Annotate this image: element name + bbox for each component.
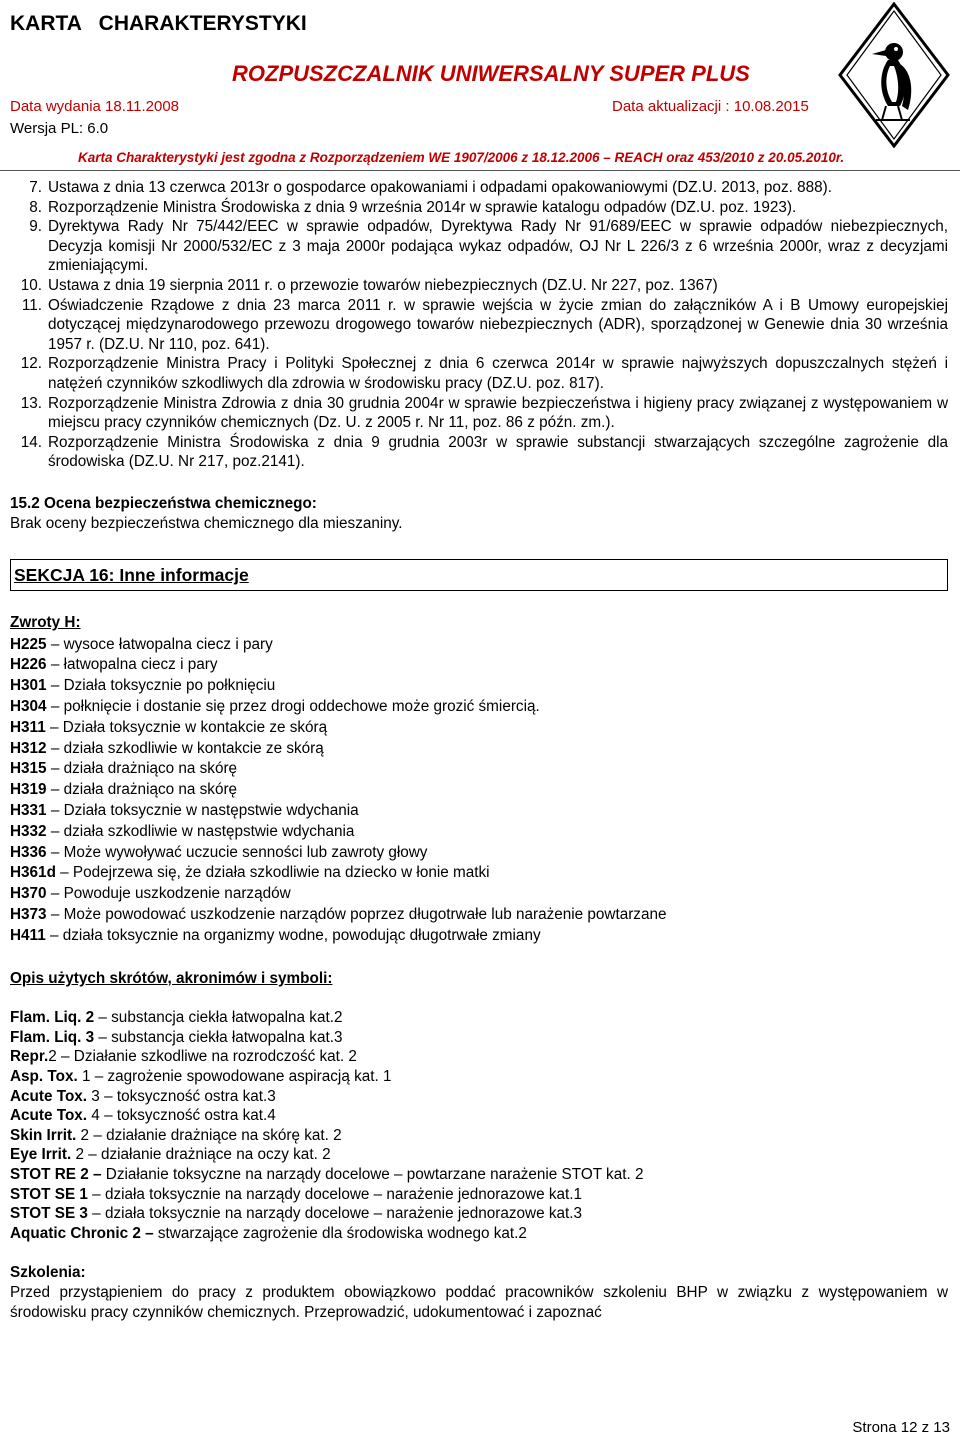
h-phrase-text: – działa drażniąco na skórę <box>46 760 238 778</box>
h-phrase-code: H373 <box>10 906 47 924</box>
abbreviation-text: stwarzające zagrożenie dla środowiska wodnego kat.2 <box>153 1224 527 1242</box>
abbreviation-code: STOT RE 2 – <box>10 1165 102 1183</box>
h-phrase-code: H226 <box>10 656 47 674</box>
list-item <box>10 217 948 276</box>
list-item-number: 14. <box>20 433 42 451</box>
h-phrase-code: H225 <box>10 635 47 653</box>
page-content <box>10 178 948 1322</box>
document-title: KARTA CHARAKTERYSTYKI <box>10 12 307 35</box>
abbreviation-row <box>10 1008 948 1028</box>
list-item <box>10 394 948 433</box>
h-phrase-text: – Działa toksycznie po połknięciu <box>46 677 276 695</box>
list-item <box>10 276 948 296</box>
regulations-list <box>10 178 948 472</box>
abbreviations-list <box>10 1008 948 1243</box>
page-number: Strona 12 z 13 <box>852 1419 950 1436</box>
section-15-2-text: Brak oceny bezpieczeństwa chemicznego dla mieszaniny. <box>10 514 403 532</box>
abbreviation-code: Aquatic Chronic 2 – <box>10 1224 154 1242</box>
h-phrase-row <box>10 718 948 739</box>
h-phrase-row <box>10 635 948 656</box>
h-phrase-text: – Powoduje uszkodzenie narządów <box>46 885 291 903</box>
h-phrase-row <box>10 697 948 718</box>
abbreviation-text: – działa toksycznie na narządy docelowe – narażenie jednorazowe kat.1 <box>87 1185 582 1203</box>
h-phrase-row <box>10 780 948 801</box>
h-phrase-row <box>10 822 948 843</box>
abbreviation-code: Acute Tox. <box>10 1087 88 1105</box>
h-phrase-text: – Działa toksycznie w następstwie wdychania <box>46 802 359 820</box>
list-item-text: Rozporządzenie Ministra Zdrowia z dnia 30 grudnia 2004r w sprawie bezpieczeństwa i higieny pracy związanej z występowaniem w miejscu pracy czynników chemicznych (Dz. U. z 2005 r. Nr 11, poz. 86 z późn. zm.). <box>48 394 948 432</box>
list-item-number: 12. <box>20 355 42 373</box>
header-divider <box>0 170 960 171</box>
abbreviation-code: Repr. <box>10 1048 49 1066</box>
abbreviation-code: Asp. Tox. <box>10 1068 78 1086</box>
update-date: Data aktualizacji : 10.08.2015 <box>612 98 809 115</box>
abbreviation-code: STOT SE 3 <box>10 1205 88 1223</box>
list-item-number: 10. <box>20 276 42 294</box>
h-phrase-row <box>10 843 948 864</box>
h-phrase-code: H301 <box>10 677 47 695</box>
company-logo-bird-icon <box>838 2 950 148</box>
abbreviation-text: 2 – działanie drażniące na oczy kat. 2 <box>71 1146 331 1164</box>
abbreviation-code: STOT SE 1 <box>10 1185 88 1203</box>
list-item <box>10 433 948 472</box>
section-16-title: SEKCJA 16: Inne informacje <box>14 565 249 586</box>
h-phrase-text: – połknięcie i dostanie się przez drogi oddechowe może grozić śmiercią. <box>46 698 540 716</box>
h-phrase-text: – wysoce łatwopalna ciecz i pary <box>46 635 273 653</box>
abbreviation-text: – działa toksycznie na narządy docelowe – narażenie jednorazowe kat.3 <box>87 1205 582 1223</box>
list-item-text: Rozporządzenie Ministra Środowiska z dnia 9 grudnia 2003r w sprawie substancji stwarzających szczególne zagrożenie dla środowiska (DZ.U. Nr 217, poz.2141). <box>48 433 948 471</box>
abbreviation-text: 4 – toksyczność ostra kat.4 <box>87 1107 276 1125</box>
abbreviation-text: 2 – Działanie szkodliwe na rozrodczość kat. 2 <box>48 1048 357 1066</box>
h-phrase-row <box>10 759 948 780</box>
h-phrase-code: H336 <box>10 843 47 861</box>
section-15-2-heading: 15.2 Ocena bezpieczeństwa chemicznego: <box>10 494 317 512</box>
abbreviation-row <box>10 1165 948 1185</box>
h-phrase-row <box>10 801 948 822</box>
h-phrase-text: – Może wywoływać uczucie senności lub zawroty głowy <box>46 843 428 861</box>
list-item-number: 11. <box>21 296 42 314</box>
list-item-text: Rozporządzenie Ministra Pracy i Polityki Społecznej z dnia 6 czerwca 2014r w sprawie najwyższych dopuszczalnych stężeń i natężeń czynników szkodliwych dla zdrowia w środowisku pracy (DZ.U. poz. 817). <box>48 355 948 392</box>
training-text: Przed przystąpieniem do pracy z produktem obowiązkowo poddać pracowników szkoleniu BHP w związku z występowaniem w środowisku pracy czynników chemicznych. Przeprowadzić, udokumentować i zapoznać <box>10 1283 948 1321</box>
h-phrase-code: H304 <box>10 698 47 716</box>
h-phrase-code: H332 <box>10 822 47 840</box>
abbreviation-row <box>10 1185 948 1205</box>
abbreviation-row <box>10 1145 948 1165</box>
h-phrase-row <box>10 655 948 676</box>
section-16-box <box>10 559 948 591</box>
h-phrase-row <box>10 863 948 884</box>
abbreviation-row <box>10 1126 948 1146</box>
h-phrases-list <box>10 635 948 947</box>
list-item-text: Ustawa z dnia 19 sierpnia 2011 r. o przewozie towarów niebezpiecznych (DZ.U. Nr 227, poz. 1367) <box>48 276 718 294</box>
product-name: ROZPUSZCZALNIK UNIWERSALNY SUPER PLUS <box>232 61 750 86</box>
h-phrase-text: – działa szkodliwie w następstwie wdychania <box>46 822 355 840</box>
h-phrase-code: H361d <box>10 864 56 882</box>
h-phrase-text: – Działa toksycznie w kontakcie ze skórą <box>45 718 328 736</box>
h-phrase-code: H331 <box>10 802 47 820</box>
regulation-note: Karta Charakterystyki jest zgodna z Rozporządzeniem WE 1907/2006 z 18.12.2006 – REACH oraz 453/2010 z 20.05.2010r. <box>78 150 845 165</box>
h-phrase-code: H411 <box>10 926 46 944</box>
h-phrase-row <box>10 926 948 947</box>
abbreviation-text: 2 – działanie drażniące na skórę kat. 2 <box>76 1126 342 1144</box>
h-phrase-row <box>10 905 948 926</box>
abbreviation-text: – substancja ciekła łatwopalna kat.3 <box>94 1028 343 1046</box>
list-item <box>10 178 948 198</box>
abbreviation-text: 3 – toksyczność ostra kat.3 <box>87 1087 276 1105</box>
h-phrase-text: – Podejrzewa się, że działa szkodliwie na dziecko w łonie matki <box>55 864 490 882</box>
h-phrase-row <box>10 884 948 905</box>
list-item-number: 8. <box>29 198 42 216</box>
h-phrase-code: H315 <box>10 760 47 778</box>
list-item-text: Rozporządzenie Ministra Środowiska z dnia 9 września 2014r w sprawie katalogu odpadów (DZ.U. poz. 1923). <box>48 198 797 216</box>
training-heading: Szkolenia: <box>10 1264 86 1282</box>
list-item <box>10 296 948 355</box>
h-phrase-code: H311 <box>10 718 46 736</box>
version: Wersja PL: 6.0 <box>10 120 109 137</box>
h-phrase-text: – Może powodować uszkodzenie narządów poprzez długotrwałe lub narażenie powtarzane <box>46 906 667 924</box>
h-phrases-heading: Zwroty H: <box>10 614 81 632</box>
h-phrase-text: – działa szkodliwie w kontakcie ze skórą <box>46 739 324 757</box>
h-phrase-code: H370 <box>10 885 47 903</box>
h-phrase-code: H319 <box>10 781 47 799</box>
list-item-number: 13. <box>20 394 42 412</box>
abbreviation-code: Flam. Liq. 2 <box>10 1009 95 1027</box>
abbreviation-code: Acute Tox. <box>10 1107 88 1125</box>
list-item-number: 7. <box>29 179 42 196</box>
abbreviation-row <box>10 1224 948 1244</box>
abbreviation-code: Skin Irrit. <box>10 1126 77 1144</box>
h-phrase-code: H312 <box>10 739 47 757</box>
abbreviation-code: Eye Irrit. <box>10 1146 72 1164</box>
h-phrase-row <box>10 739 948 760</box>
abbreviation-row <box>10 1047 948 1067</box>
list-item-text: Oświadczenie Rządowe z dnia 23 marca 2011 r. w sprawie wejścia w życie zmian do załączników A i B Umowy europejskiej dotyczącej międzynarodowego przewozu drogowego towarów niebezpiecznych (ADR), sporządzonej w Genewie dnia 30 września 1957 r. (DZ.U. Nr 110, poz. 641). <box>48 296 948 353</box>
abbreviations-heading: Opis użytych skrótów, akronimów i symboli: <box>10 969 333 987</box>
h-phrase-text: – działa toksycznie na organizmy wodne, powodując długotrwałe zmiany <box>45 926 541 944</box>
list-item-text: Dyrektywa Rady Nr 75/442/EEC w sprawie odpadów, Dyrektywa Rady Nr 91/689/EEC w sprawie odpadów niebezpiecznych, Decyzja komisji Nr 2000/532/EC z 3 maja 2000r podająca wykaz odpadów, OJ Nr L 226/3 z 6 września 2000r, wraz z decyzjami zmieniającymi. <box>48 218 948 275</box>
abbreviation-row <box>10 1106 948 1126</box>
issue-date: Data wydania 18.11.2008 <box>10 98 180 115</box>
abbreviation-row <box>10 1087 948 1107</box>
h-phrase-row <box>10 676 948 697</box>
abbreviation-row <box>10 1028 948 1048</box>
list-item <box>10 354 948 393</box>
abbreviation-row <box>10 1204 948 1224</box>
list-item-number: 9. <box>29 218 42 236</box>
abbreviation-code: Flam. Liq. 3 <box>10 1028 95 1046</box>
abbreviation-text: Działanie toksyczne na narządy docelowe – powtarzane narażenie STOT kat. 2 <box>101 1165 644 1183</box>
list-item-text: Ustawa z dnia 13 czerwca 2013r o gospodarce opakowaniami i odpadami opakowaniowymi (DZ.U. 2013, poz. 888). <box>48 179 832 196</box>
list-item <box>10 198 948 218</box>
abbreviation-row <box>10 1067 948 1087</box>
abbreviation-text: 1 – zagrożenie spowodowane aspiracją kat. 1 <box>77 1068 392 1086</box>
h-phrase-text: – łatwopalna ciecz i pary <box>46 656 218 674</box>
abbreviation-text: – substancja ciekła łatwopalna kat.2 <box>94 1009 343 1027</box>
h-phrase-text: – działa drażniąco na skórę <box>46 781 238 799</box>
